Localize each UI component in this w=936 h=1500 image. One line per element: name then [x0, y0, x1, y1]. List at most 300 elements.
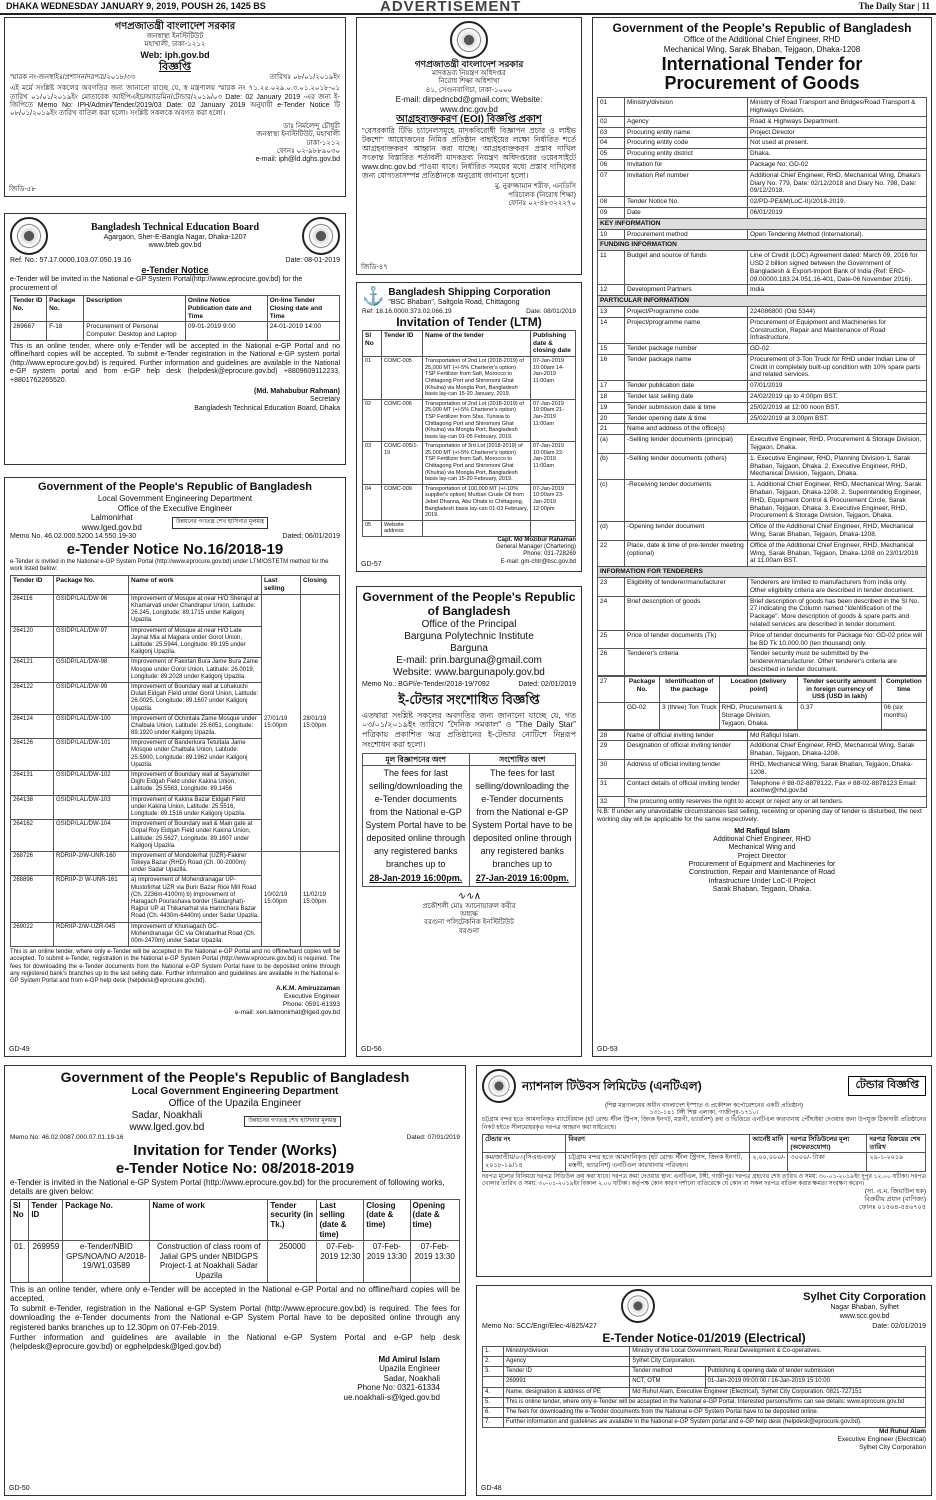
cell: RDRIIP-2/W-UZR-045: [54, 922, 129, 947]
sign-name: ডাঃ নির্মলেন্দু চৌধুরী: [283, 122, 340, 130]
cell: Office of the Additional Chief Engineer, RHD, Mechanical Wing, Sarak Bhaban, Tejgaon, Dhaka-1208 on 23/01/2019 at 11.00am BST.: [748, 540, 927, 566]
cell: KEY INFORMATION: [598, 218, 927, 229]
cell: FUNDING INFORMATION: [598, 240, 927, 251]
cell: 17: [598, 381, 625, 392]
cell: Transportation of 2nd Lot (2018-2019) of 25,000 MT (+/-5% Charterer's option) TSP Fertilizer from Sfax, Tunisia to Chittagong Port and Shiromoni Ghat (Khulna) via Mongla Port, Bangladesh basis lay-can 01-05 February, 2019.: [423, 399, 531, 442]
official-table: [597, 730, 927, 808]
ad-ref: Ref: 18.16.0000.373.02.066.19: [362, 307, 452, 315]
column-header: বিবরণ: [566, 1134, 750, 1153]
cell: -Selling tender documents (others): [625, 453, 748, 479]
cell: Place, date & time of pre-tender meeting (optional): [625, 540, 748, 566]
sign-name: মু. নুরুজ্জামান শরীফ, এনডিসি: [494, 183, 576, 191]
table-row: [363, 520, 576, 536]
cell: GSIDP/LAL/DW-102: [54, 771, 129, 796]
cell: Further information and guidelines are available in the National e-GP System portal and e-GP help desk (helpdesk@eprocure.gov.bd).: [504, 1418, 926, 1428]
sign-org: বরগুনা পলিটেকনিক ইনস্টিটিউট: [424, 919, 514, 927]
sign-name: Md Amirul Islam: [378, 1354, 440, 1364]
ad-title: Sylhet City Corporation: [803, 1291, 926, 1304]
column-header: Tender security amount in foreign currency of US$ (USD in lakh): [798, 676, 881, 702]
cell: 26: [598, 649, 625, 675]
cell: 31: [598, 778, 625, 797]
cell: 06: [598, 159, 625, 170]
cell: 07/01/2019: [748, 381, 927, 392]
cell: 14: [598, 317, 625, 343]
table-row: [483, 1407, 926, 1417]
cell: INFORMATION FOR TENDERERS: [598, 567, 927, 578]
cell: Ministry of Road Transport and Bridges/Road Transport & Highways Division.: [748, 98, 927, 117]
section-row: [598, 218, 927, 229]
ad-date: Dated: 07/01/2019: [406, 1133, 460, 1141]
cell: 07-Jan-2019 10:00am 21-Jan-2019 11:00am: [531, 399, 576, 442]
sign-line: Project Director: [737, 852, 787, 860]
ad-web: Website: www.bargunapoly.gov.bd: [393, 666, 545, 678]
cell: Procuring entity district: [625, 149, 748, 160]
column-header: Package No.: [54, 576, 129, 595]
column-header: Package No.: [63, 1199, 150, 1240]
sign-email: E-mail: gm-chtr@bsc.gov.bd: [500, 558, 576, 565]
cell: 06 (six months): [881, 703, 926, 729]
original-text: The fees for last selling/downloading the e-Tender documents from the National e-GP System Portal have to be deposited online through any registered banks branches up to: [365, 768, 467, 870]
ad-code: GD-56: [361, 1045, 382, 1053]
cell: 264162: [11, 820, 54, 852]
cell: GSIDP/LAL/DW-97: [54, 626, 129, 658]
cell: 29: [598, 741, 625, 760]
cell: 01.: [11, 1241, 29, 1282]
ad-address: ১৩১-১৪১ টঙ্গী শিল্প এলাকা, গাজীপুর-১৭১০।: [649, 1110, 759, 1117]
cell: 01-Jan-2019 09:00:00 / 16-Jan-2019 15:10:00: [705, 1377, 925, 1387]
cell: Dhaka.: [748, 149, 927, 160]
cell: (c): [598, 480, 625, 522]
table-row: [483, 1397, 926, 1407]
ad-paragraph: To submit e-Tender, registration in the National e-GP System Portal (http://www.eprocure.gov.bd) is required. The fees for downloading the e-Tender documents from the National e-GP System Portal have to be deposited online through any registered banks branches up to 12.30pm on 07-Feb-2019.: [10, 1303, 460, 1332]
sign-phone: Phone: 0591-61393: [282, 1000, 340, 1008]
ad-sub: নিরোধ শিক্ষা অধিশাখা: [438, 78, 500, 86]
column-header: Name of the tender: [423, 330, 531, 356]
cell: RHD, Mechanical Wing, Sarak Bhaban, Tejgaon, Dhaka-1208.: [748, 759, 927, 778]
cell: 4.: [483, 1387, 504, 1397]
cell: Procurement method: [625, 229, 748, 240]
ad-dept: Local Government Engineering Department: [131, 1085, 339, 1097]
column-header: Name of work: [129, 576, 262, 595]
tender-table: [10, 295, 340, 341]
cell: GSIDP/LAL/DW-101: [54, 739, 129, 771]
column-header: Package No.: [47, 295, 84, 321]
cell: Procuring entity name: [625, 127, 748, 138]
cell: RDRIIP-2/ W-UNR-161: [54, 876, 129, 922]
table-row: [598, 402, 927, 413]
cell: COMC-005: [382, 357, 423, 400]
cell: (a): [598, 435, 625, 454]
table-row: [11, 851, 340, 876]
ad-email: E-mail: prin.barguna@gmail.com: [396, 654, 542, 666]
cell: GSIDP/LAL/DW-98: [54, 658, 129, 683]
table-row: [598, 381, 927, 392]
ad-rhd: [592, 17, 932, 1057]
ad-memo: Memo No.: BGPI/e-Tender/2018-19/7092: [362, 680, 490, 688]
cell: 25/02/2019 at 3.00pm BST.: [748, 413, 927, 424]
cell: 0.37: [798, 703, 881, 729]
cell: 08: [598, 197, 625, 208]
sign-email: e-mail: iph@ld.dghs.gov.bd: [255, 156, 340, 164]
cell: 22: [598, 540, 625, 566]
cell: 3 (three) Ton Truck: [660, 703, 720, 729]
ad-body: দরপত্র মূল্যের বিনিময়ে দরপত্র সিডিউল ক্রয় করা যাবে। দরপত্র জমা দেওয়ার স্থান: এনটিএল, টঙ্গী, গাজীপুর। দরপত্র গ্রহণের শেষ তারিখ ও সময়: ৩০-০১-২০১৯ইং দুপুর ১২.০০ ঘটিকা। দরপত্র খোলার তারিখ ও সময়: ৩০-০১-২০১৯ইং বিকাল ২.০০ ঘটিকা। কর্তৃপক্ষ কোন কারণ দর্শানো ব্যতিরেকে যে কোন বা সকল দরপত্র বাতিল করার ক্ষমতা সংরক্ষণ করেন।: [482, 1173, 926, 1188]
cell: Project/Programme code: [625, 306, 748, 317]
ad-institute: Barguna Polytechnic Institute: [404, 630, 534, 642]
section-row: [598, 240, 927, 251]
cell: 6.: [483, 1407, 504, 1417]
cell: Name and address of the office(s): [625, 424, 927, 435]
ad-intro: e-Tender is invited in the National e-GP System Portal (http://www.eprocure.gov.bd) for the procurement of following works, details are given below:: [10, 1177, 445, 1197]
cell: 16: [598, 354, 625, 380]
table-row: [11, 1241, 460, 1282]
cell: 01: [598, 98, 625, 117]
cell: GSIDP/LAL/DW-100: [54, 714, 129, 739]
table-row: [363, 442, 576, 485]
cell: Project/programme name: [625, 317, 748, 343]
ad-heading: E-Tender Notice-01/2019 (Electrical): [602, 1331, 806, 1346]
cell: [531, 520, 576, 536]
tender-info-table: [597, 97, 927, 676]
table-header-row: [11, 295, 340, 321]
ad-title: Government of the People's Republic of Bangladesh: [38, 481, 312, 493]
ad-body: This is an online tender, where only e-Tender will be accepted in the National e-GP Portal and no offline/hard copies will be accepted. To submit e-Tender registration in the National e-GP system portal (http://www.eprocure.gov.bd) is required. Further information and guidelines are available in the National e-GP system portal and from e-GP help desk (helpdesk@eprocure.gov.bd) +8809609112233, +8801762265520.: [10, 342, 340, 384]
table-row: [483, 1418, 926, 1428]
table-row: [598, 229, 927, 240]
table-row: [598, 522, 927, 541]
cell: 10/02/19 15:00pm: [262, 851, 301, 946]
ad-code: জিডি-৫৮: [9, 185, 36, 193]
ad-intro: চট্টগ্রাম বন্দর হতে আমদানিকৃত ম্যাটেরিয়াল (হট রোল্ড স্টীল স্ট্রিপস, জিংক ইনগট, মস্তগী, ভ্যারনিশ) ক্রয় ও ভিত্তিতে এনটিএল কারখানায় পৌঁছাইয়া দেওয়ার জন্য উপযুক্ত ঠিকাদারী প্রতিষ্ঠানের নিকট হইতে সীলমোহরকৃত দরপত্র আহ্বান করা যাইতেছে।: [482, 1117, 926, 1131]
cell: 264126: [11, 739, 54, 771]
sign-place: Sadar, Noakhali: [383, 1373, 440, 1383]
column-header: Completion time: [881, 676, 926, 702]
column-header: Package No.: [625, 676, 660, 702]
ad-date: Dated: 02/01/2019: [518, 680, 576, 688]
cell: Address of official inviting tender: [625, 759, 748, 778]
cell: Transportation of 3rd Lot (2018-2019) of 25,000 MT (+/-5% Charterer's option) TSP Fertilizer from Safi, Morocco to Chittagong Port and Shiromoni Ghat (Khulna) via Mongla Port, Bangladesh basis lay-can 15-20 February, 2019.: [423, 442, 531, 485]
cell: 28/01/19 15:00pm: [301, 594, 340, 851]
table-row: [598, 285, 927, 296]
table-row: [483, 1346, 926, 1356]
section-row: [598, 567, 927, 578]
table-header-row: [11, 576, 340, 595]
bteb-logo-icon: [10, 217, 48, 255]
original-date: 28-Jan-2019 16:00pm.: [369, 872, 463, 883]
ad-heading: Invitation of Tender (LTM): [396, 315, 542, 330]
ad-address: "BSC Bhaban", Saltgola Road, Chittagong: [388, 298, 520, 306]
cell: কম/জাতীয়/০৩(সিএন্ডএফ)/২০১৮-১৯/১৪: [483, 1153, 566, 1172]
table-row: [598, 149, 927, 160]
ad-title: Government of the People's Republic of Bangladesh: [60, 1069, 410, 1085]
govt-emblem-icon: [450, 21, 488, 59]
table-row: [363, 766, 576, 886]
cell: [483, 1377, 504, 1387]
table-row: [598, 424, 927, 435]
ad-bpi: [356, 586, 582, 1057]
tender-badge: টেন্ডার বিজ্ঞপ্তি: [848, 1076, 926, 1095]
sign-line: Procurement of Equipment and Machineries for: [688, 861, 836, 869]
cell: 06/01/2019: [748, 207, 927, 218]
cell: 264121: [11, 658, 54, 683]
cell: The procuring entity reserves the right to accept or reject any or all tenders.: [625, 797, 927, 808]
sign-line: Mechanical Wing and: [728, 844, 796, 852]
cell: 02: [363, 399, 382, 442]
table-row: [483, 1356, 926, 1366]
cell: Additional Chief Engineer, RHD, Mechanical Wing, Sarak Bhaban, Tejgaon, Dhaka-1208.: [748, 741, 927, 760]
cell: GSIDP/LAL/DW-103: [54, 795, 129, 820]
cell: -Selling tender documents (principal): [625, 435, 748, 454]
table-row: [598, 413, 927, 424]
sign-name: প্রকৌশলী মোঃ আনোয়ারুল কবীর: [422, 902, 516, 910]
table-row: [598, 797, 927, 808]
cell: 07-Jan-2019 10:00am 23-Jan-2019 12:00pm: [531, 484, 576, 520]
table-row: [598, 306, 927, 317]
ad-address: Mechanical Wing, Sarak Bhaban, Tejgaon, Dhaka-1208: [663, 44, 861, 54]
cell: 5.: [483, 1397, 504, 1407]
cell: e-Tender/NBID GPS/NOA/NO A/2018-19/W1.03589: [63, 1241, 150, 1282]
cell: 2.: [483, 1356, 504, 1366]
sign-title: Executive Engineer (Electrical): [837, 1436, 926, 1444]
cell: 07-Jan-2019 10:00am 14-Jan-2019 11:00am: [531, 357, 576, 400]
column-header: Tender ID No.: [11, 295, 47, 321]
table-row: [598, 344, 927, 355]
cell: COMC-006: [382, 399, 423, 442]
cell: 264122: [11, 682, 54, 714]
cell: 30: [598, 759, 625, 778]
table-header-row: [11, 1199, 460, 1240]
table-row: [598, 453, 927, 479]
ad-address: মহাখালী, ঢাকা-১২১২: [144, 41, 206, 49]
table-row: [598, 116, 927, 127]
table-row: [598, 630, 927, 649]
sign-name: Md Ruhul Alam: [878, 1428, 926, 1436]
cell: Procurement of 3-Ton Truck for RHD under Indian Line of Credit in completely built-up condition with 10% spare parts and related services.: [748, 354, 927, 380]
column-header: Last selling (date & time): [317, 1199, 364, 1240]
sign-phone: Phone No: 0321-61334: [357, 1383, 440, 1393]
table-row: [363, 399, 576, 442]
cell: 02: [598, 116, 625, 127]
ad-heading: e-Tender Notice: [141, 265, 209, 276]
sign-title: General Manager (Chartering): [495, 544, 576, 551]
ad-sub: (শিল্প মন্ত্রণালয়ের অধীন বাংলাদেশ ইস্পাত ও প্রকৌশল কর্পোরেশনের একটি প্রতিষ্ঠান): [604, 1103, 804, 1109]
cell: Improvement of Fakirtari Bura Jame Bura Zame Mosque under Gorol Union, Latitude: 26.0019, Longitude: 89.2028 under Kaligonj Upazila.: [129, 658, 262, 683]
ad-org: জনস্বাস্থ্য ইনস্টিটিউট: [146, 33, 204, 40]
ad-code: GD-48: [481, 1484, 502, 1492]
table-row: [598, 127, 927, 138]
cell: Construction of class room of Jalial GPS under NBIDGPS Project-1 at Noakhali Sadar Upazila: [150, 1241, 268, 1282]
cell: Invitation for: [625, 159, 748, 170]
cell: 264120: [11, 626, 54, 658]
cell: The fees for downloading the e-Tender documents from the National e-GP System Portal have to be deposited online.: [504, 1407, 926, 1417]
column-header: Last selling: [262, 576, 301, 595]
tender-info-table: [482, 1346, 926, 1429]
ad-body: This is an online tender, where only e-Tender will be accepted in the National e-GP Portal and no offline/hard copies will be accepted. To submit e-Tender, registration in the National e-GP System Portal (http://www.eprocure.gov.bd) is required. The fees for downloading the e-Tender documents from the National e-GP System Portal have to be deposited online through any registered bank's branches up to the last selling date. Further information and guidelines are available in the National e-GP System Portal and from e-GP help desk (helpdesk@eprocure.gov.bd).: [10, 949, 340, 984]
cell: 264138: [11, 795, 54, 820]
cell: RHD, Procurement & Storage Division, Tejgaon, Dhaka.: [719, 703, 798, 729]
table-row: [598, 759, 927, 778]
ad-body: "বেসরকারি টিভি চ্যানেলসমূহে মাদকবিরোধী বিজ্ঞাপন প্রচার ও লাইভ টকশো" আয়োজনের নিমিত্ত প্রতিষ্ঠান বাছাইয়ের লক্ষ্যে নির্ধারিত শর্তে আগ্রহব্যক্তকরণ আহ্বান করা যাচ্ছে। আগ্রহব্যক্তকরণ প্রস্তাব দাখিল সংক্রান্ত বিস্তারিত শর্তাবলী মাদকদ্রব্য নিয়ন্ত্রণ অধিদপ্তরের ওয়েবসাইটে www.dnc.gov.bd পাওয়া যাবে। নির্ধারিত সময়ের মধ্যে প্রস্তাব দাখিলের জন্য যোগ্যতাসম্পন্ন প্রতিষ্ঠানকে অনুরোধ জানানো হলো।: [362, 126, 576, 181]
cell: Improvement of Boundary wall & Main gate at Gopal Roy Eidgah Field under Kakina Union, Latitude: 25.5627, Longitude: 89.1607 under Kaligonj Upazila.: [129, 820, 262, 852]
cell: 05: [598, 149, 625, 160]
cell: Sylhet City Corporation.: [630, 1356, 926, 1366]
ad-subheading: e-Tender Notice No: 08/2018-2019: [115, 1159, 355, 1177]
ad-title: ন্যাশনাল টিউবস লিমিটেড (এনটিএল): [522, 1078, 702, 1093]
table-row: [598, 317, 927, 343]
section-row: [598, 296, 927, 307]
ad-bteb: [4, 213, 346, 465]
works-table: [10, 1199, 460, 1283]
ad-web: www.bteb.gov.bd: [148, 242, 202, 249]
ad-lged-noakhali: [4, 1065, 466, 1496]
sign-name: (Md. Mahabubur Rahman): [254, 387, 340, 395]
cell: 23: [598, 578, 625, 597]
cell: 7.: [483, 1418, 504, 1428]
table-row: [598, 170, 927, 196]
cell: 25/02/2019 at 12:00 noon BST.: [748, 402, 927, 413]
cell: PARTICULAR INFORMATION: [598, 296, 927, 307]
cell: Telephone # 88-02-8878122, Fax # 88-02-8878123 Email: acemw@rhd.gov.bd: [748, 778, 927, 797]
sign-org: Bangladesh Technical Education Board, Dhaka: [194, 404, 340, 412]
cell: This is online tender, where only e-Tender will be accepted in the National e-GP Portal. Interested persons/firms can see details: www.eprocure.gov.bd: [504, 1397, 926, 1407]
cell: Name, designation & address of PE: [504, 1387, 630, 1397]
table-row: [598, 480, 927, 522]
cell: 07-Feb-2019 13:30: [410, 1241, 459, 1282]
cell: Development Partners: [625, 285, 748, 296]
amended-text: The fees for last selling/downloading the e-Tender documents from the National e-GP System Portal have to be deposited online through any registered banks branches up to: [471, 768, 573, 870]
cell: Ministry/division: [625, 98, 748, 117]
sign-name: Md Rafiqul Islam: [734, 827, 790, 835]
cell: Open Tendering Method (International).: [748, 229, 927, 240]
cell: 269991: [504, 1377, 630, 1387]
cell: Transportation of 2nd Lot (2018-2019) of 25,000 MT (+/-5% Charterer's option) TSP Fertilizer from Safi, Morocco to Chittagong Port and Shiromoni Ghat (Khulna) via Mongla Port, Bangladesh basis lay-can 15-20 January, 2019.: [423, 357, 531, 400]
table-row: [363, 484, 576, 520]
ad-body: এতদ্বারা সংশ্লিষ্ট সকলের অবগতির জন্য জানানো যাচ্ছে যে, গত ০৩/০১/২০১৯ইং তারিখে "দৈনিক সমকাল" ও "The Daily Star" পত্রিকায় প্রকাশিত অত্র প্রতিষ্ঠানের ই-টেন্ডার নোটিশে নিম্নরূপ সংশোধন করা হলো।: [362, 710, 576, 749]
cell: 03: [363, 442, 382, 485]
ad-code: GD-53: [597, 1045, 618, 1053]
cell: Contact details of official inviting tender: [625, 778, 748, 797]
masthead: The Daily Star: [858, 1, 915, 11]
ad-memo: Memo No: SCC/Engr/Elec-4/825/427: [482, 1323, 597, 1330]
cell: Not used at present.: [748, 138, 927, 149]
cell: Improvement of Mondolerhat (UZR)-Fakirer Tokeya Bazar (RHD) Road (Ch. 00-2000m) under Sadar Upazila.: [129, 851, 262, 876]
cell: Tender method: [630, 1367, 705, 1377]
table-row: [598, 540, 927, 566]
column-header: Tender ID: [382, 330, 423, 356]
column-header: দরপত্র বিক্রয়ের শেষ তারিখ: [867, 1134, 926, 1153]
cell: 1. Additional Chief Engineer, RHD, Mechanical Wing, Sarak Bhaban, Tejgaon, Dhaka-1208. 2. Superintending Engineer, RHD, Equipment Control & Procurement Circle, Sarak Bhaban, Tejgaon, Dhaka. 3. Executive Engineer, RHD, Procurement & Storage Division, Tejgaon, Dhaka.: [748, 480, 927, 522]
cell: 268726: [11, 851, 54, 876]
ad-paragraph: This is an online tender, where only e-Tender will be accepted in the National e-GP Portal and no offline/hard copies will be accepted.: [10, 1284, 460, 1304]
table-row: [598, 197, 927, 208]
dateline: DHAKA WEDNESDAY JANUARY 9, 2019, POUSH 26, 1425 BS: [6, 1, 266, 11]
cell: F-18: [47, 322, 84, 341]
sign-email: ue.noakhali-s@lged.gov.bd: [343, 1393, 440, 1403]
sign-email: e-mail: xen.lalmonirhat@lged.gov.bd: [234, 1008, 340, 1016]
cell: Tender package number: [625, 344, 748, 355]
cell: GSIDP/LAL/DW-104: [54, 820, 129, 852]
table-row: [598, 251, 927, 285]
ad-iph: [4, 17, 346, 197]
ad-code: GD-50: [9, 1484, 30, 1492]
cell: GD-02: [748, 344, 927, 355]
sign-place: বরগুনা: [458, 927, 480, 935]
column-header: সংশোধিত অংশ: [469, 754, 576, 766]
cell: 1.: [483, 1346, 504, 1356]
cell: Name of official inviting tender: [625, 730, 748, 741]
cell: Additional Chief Engineer, RHD, Mechanical Wing, Dhaka's Diary No. 779, Date: 02/12/2018 and Diary No. 798, Date: 09/12/2018.: [748, 170, 927, 196]
sign-line: Construction, Repair and Maintenance of Road: [689, 869, 835, 877]
cell: Tender publication date: [625, 381, 748, 392]
cell: ২৯-১-২০১৯: [867, 1153, 926, 1172]
ad-lged-lalmonirhat: [4, 477, 346, 1057]
cell: Package No: GD-02: [748, 159, 927, 170]
table-row: [598, 649, 927, 675]
cell: [423, 520, 531, 536]
column-header: Description: [84, 295, 186, 321]
sign-org: Sylhet City Corporation: [859, 1443, 926, 1451]
column-header: Sl No: [11, 1199, 29, 1240]
cell: 20: [598, 413, 625, 424]
cell: 268896: [11, 876, 54, 922]
table-row: [483, 1387, 926, 1397]
cell: Tender security must be submitted by the tenderer/manufacturer. Other tenderer's criteria are described in tender document.: [748, 649, 927, 675]
sign-line: Sarak Bhaban, Tejgaon, Dhaka.: [712, 886, 812, 894]
ad-dnc: [356, 17, 582, 275]
ad-office: Office of the Upazila Engineer: [168, 1097, 302, 1109]
cell: Line of Credit (LOC) Agreement dated: March 09, 2016 for USD 2 billion signed between the Government of Bangladesh & Export-Import Bank of India (Ref: ERD-09.00000.183.24.051.16-401, Date-06 November 2016).: [748, 251, 927, 285]
cell: 224086800 (Old 5344): [748, 306, 927, 317]
cell: Improvement of Boundary wall at Sayamoter Dighi Eidgah Field under Kakina Union, Latitude: 25.5563, Longitude: 89.1456: [129, 771, 262, 796]
cell: 24: [598, 596, 625, 630]
ad-title: Government of the People's Republic of Bangladesh: [362, 590, 576, 619]
cell: 07: [598, 170, 625, 196]
column-header: On-line Tender Closing date and Time: [267, 295, 339, 321]
cell: COMC-009: [382, 484, 423, 520]
table-row: [11, 322, 340, 341]
cell: 27/01/19 15:00pm: [262, 594, 301, 851]
table-row: [598, 354, 927, 380]
cell: 04: [363, 484, 382, 520]
cell: 250000: [268, 1241, 317, 1282]
cell: Office of the Additional Chief Engineer, RHD, Mechanical Wing, Sarak Bhaban, Tejgaon, Dhaka-1208.: [748, 522, 927, 541]
table-row: [598, 730, 927, 741]
cell: Road & Highways Department.: [748, 116, 927, 127]
sign-title: Secretary: [310, 396, 340, 404]
cell: COMC-005/1-19: [382, 442, 423, 485]
cell: 13: [598, 306, 625, 317]
table-row: [598, 207, 927, 218]
ad-date: তারিখঃ ০৮/০১/২০১৯ইং: [269, 73, 340, 81]
sign-phone: ফোনঃ ০১৫৬৪-৫৪৬৭০৫: [858, 1203, 926, 1211]
ad-title: Bangladesh Technical Education Board: [90, 221, 260, 233]
page-number: 11: [921, 1, 930, 11]
ad-code: GD-57: [361, 560, 382, 568]
cell: Brief description of goods has been described in the Sl No. 27 indicating the Column named "Identification of the Package". More description of goods & spare parts and related services are described in tender document.: [748, 596, 927, 630]
sign-title: Executive Engineer: [283, 992, 340, 1000]
column-header: Opening (date & time): [410, 1199, 459, 1240]
table-row: [598, 578, 927, 597]
ad-heading: e-Tender Notice No.16/2018-19: [66, 540, 284, 558]
sign-name: Capt. Md Mozibur Rahaman: [497, 537, 576, 544]
ad-dept: Local Government Engineering Department: [97, 494, 253, 504]
sign-title: পরিচালক (নিরোধ শিক্ষা): [508, 191, 576, 199]
cell: 11: [598, 251, 625, 285]
cell: Improvement of Mosque at near H/O Sherajul at Khamarvati under Chandrapur Union, Latitude: 26.245, Longitude: 89.1715 under Kaligonj Upazila.: [129, 594, 262, 626]
ad-address: Nagar Bhaban, Sylhet: [830, 1304, 899, 1312]
column-header: Closing: [301, 576, 340, 595]
cell: RDRIIP-2/W-UNR-160: [54, 851, 129, 876]
